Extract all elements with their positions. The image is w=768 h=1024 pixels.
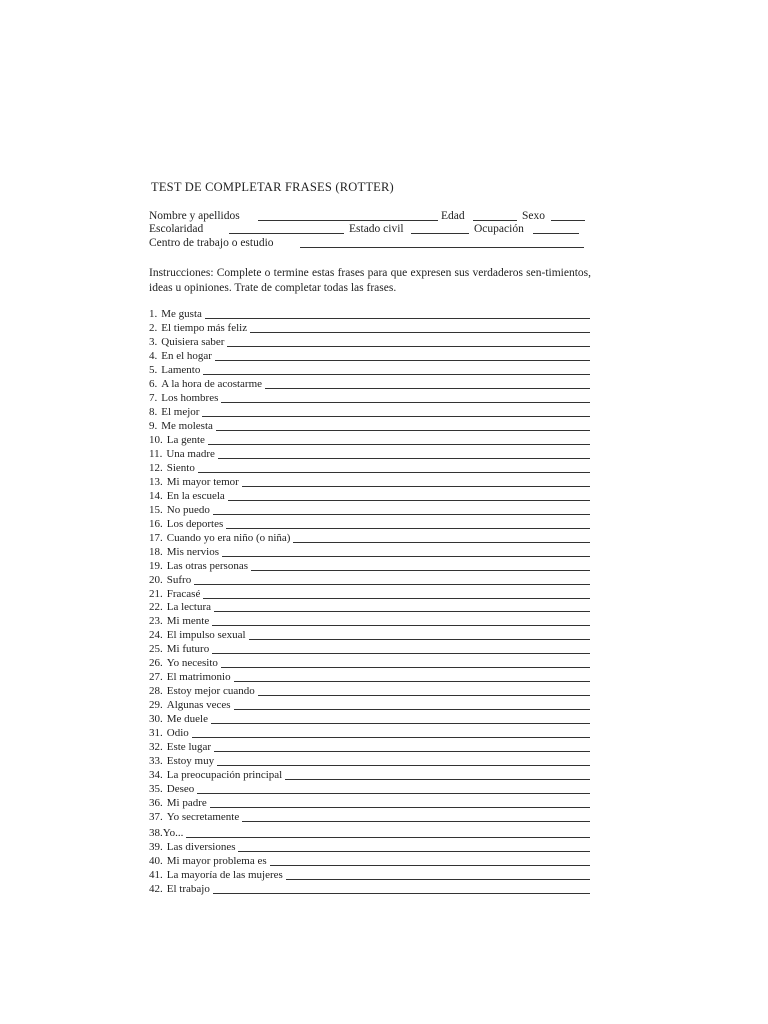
item-text: Las diversiones	[166, 841, 236, 853]
list-item	[149, 811, 590, 823]
item-text: El tiempo más feliz	[161, 322, 248, 334]
list-item	[149, 769, 590, 781]
estado-civil-label: Estado civil	[349, 223, 404, 235]
answer-line[interactable]	[250, 332, 590, 333]
answer-line[interactable]	[258, 695, 590, 696]
answer-line[interactable]	[293, 542, 590, 543]
item-text: Siento	[166, 462, 195, 474]
answer-line[interactable]	[194, 584, 590, 585]
list-item	[149, 615, 590, 627]
list-item	[149, 855, 590, 867]
answer-line[interactable]	[251, 570, 590, 571]
item-number: 2.	[149, 322, 158, 334]
item-text: Me molesta	[161, 420, 213, 432]
answer-line[interactable]	[270, 865, 590, 866]
item-text: Algunas veces	[166, 699, 231, 711]
answer-line[interactable]	[203, 598, 590, 599]
answer-line[interactable]	[208, 444, 590, 445]
answer-line[interactable]	[212, 653, 590, 654]
item-text: El trabajo	[166, 883, 210, 895]
answer-line[interactable]	[213, 893, 590, 894]
item-text: Sufro	[166, 574, 192, 586]
answer-line[interactable]	[202, 416, 590, 417]
answer-line[interactable]	[218, 458, 590, 459]
item-number: 32.	[149, 741, 163, 753]
item-number: 24.	[149, 629, 163, 641]
item-number: 8.	[149, 406, 158, 418]
list-item	[149, 574, 590, 586]
list-item	[149, 378, 590, 390]
edad-label: Edad	[441, 210, 465, 222]
item-text: La preocupación principal	[166, 769, 283, 781]
list-item	[149, 685, 590, 697]
answer-line[interactable]	[205, 318, 590, 319]
list-item	[149, 434, 590, 446]
item-number: 26.	[149, 657, 163, 669]
item-text: Quisiera saber	[161, 336, 225, 348]
answer-line[interactable]	[210, 807, 590, 808]
item-number: 35.	[149, 783, 163, 795]
item-number: 18.	[149, 546, 163, 558]
item-number: 42.	[149, 883, 163, 895]
list-item	[149, 671, 590, 683]
item-text: Los deportes	[166, 518, 224, 530]
answer-line[interactable]	[186, 837, 590, 838]
item-number: 39.	[149, 841, 163, 853]
answer-line[interactable]	[211, 723, 590, 724]
item-number: 40.	[149, 855, 163, 867]
item-text: Las otras personas	[166, 560, 249, 572]
item-number: 16.	[149, 518, 163, 530]
answer-line[interactable]	[212, 625, 590, 626]
item-number: 17.	[149, 532, 163, 544]
list-item	[149, 827, 590, 839]
answer-line[interactable]	[234, 709, 590, 710]
list-item	[149, 797, 590, 809]
item-text: La lectura	[166, 601, 212, 613]
list-item	[149, 406, 590, 418]
item-number: 6.	[149, 378, 158, 390]
nombre-field[interactable]	[258, 220, 438, 221]
answer-line[interactable]	[214, 611, 590, 612]
list-item	[149, 364, 590, 376]
item-text: Me duele	[166, 713, 208, 725]
list-item	[149, 350, 590, 362]
answer-line[interactable]	[234, 681, 590, 682]
answer-line[interactable]	[222, 556, 590, 557]
item-number: 31.	[149, 727, 163, 739]
nombre-label: Nombre y apellidos	[149, 210, 240, 222]
edad-field[interactable]	[473, 220, 517, 221]
item-number: 11.	[149, 448, 163, 460]
list-item	[149, 783, 590, 795]
list-item	[149, 462, 590, 474]
list-item	[149, 588, 590, 600]
list-item	[149, 629, 590, 641]
item-number: 34.	[149, 769, 163, 781]
list-item	[149, 601, 590, 613]
escolaridad-label: Escolaridad	[149, 223, 204, 235]
item-number: 29.	[149, 699, 163, 711]
item-number: 23.	[149, 615, 163, 627]
answer-line[interactable]	[192, 737, 590, 738]
item-text: En el hogar	[161, 350, 212, 362]
item-text: Estoy mejor cuando	[166, 685, 255, 697]
item-text: A la hora de acostarme	[161, 378, 263, 390]
list-item	[149, 699, 590, 711]
answer-line[interactable]	[213, 514, 590, 515]
answer-line[interactable]	[216, 430, 590, 431]
item-text: En la escuela	[166, 490, 225, 502]
centro-label: Centro de trabajo o estudio	[149, 237, 274, 249]
escolaridad-field[interactable]	[229, 233, 344, 234]
list-item	[149, 727, 590, 739]
list-item	[149, 869, 590, 881]
answer-line[interactable]	[227, 346, 590, 347]
item-number: 27.	[149, 671, 163, 683]
item-text: Yo...	[162, 827, 184, 839]
item-text: Cuando yo era niño (o niña)	[166, 532, 291, 544]
item-text: Este lugar	[166, 741, 212, 753]
item-text: Yo necesito	[166, 657, 218, 669]
form-row-nombre	[149, 210, 591, 224]
item-text: Mi mente	[166, 615, 210, 627]
list-item	[149, 518, 590, 530]
item-text: Me gusta	[161, 308, 202, 320]
list-item	[149, 490, 590, 502]
list-item	[149, 448, 590, 460]
item-text: Mi mayor problema es	[166, 855, 267, 867]
item-text: Deseo	[166, 783, 195, 795]
answer-line[interactable]	[286, 879, 590, 880]
list-item	[149, 741, 590, 753]
answer-line[interactable]	[221, 402, 590, 403]
item-number: 25.	[149, 643, 163, 655]
ocupacion-label: Ocupación	[474, 223, 524, 235]
list-item	[149, 420, 590, 432]
item-number: 21.	[149, 588, 163, 600]
list-item	[149, 841, 590, 853]
item-number: 10.	[149, 434, 163, 446]
answer-line[interactable]	[221, 667, 590, 668]
item-text: Los hombres	[161, 392, 219, 404]
item-number: 33.	[149, 755, 163, 767]
item-text: La gente	[166, 434, 205, 446]
item-number: 20.	[149, 574, 163, 586]
list-item	[149, 476, 590, 488]
item-number: 37.	[149, 811, 163, 823]
list-item	[149, 504, 590, 516]
centro-field[interactable]	[300, 247, 584, 248]
answer-line[interactable]	[228, 500, 590, 501]
item-text: Una madre	[166, 448, 215, 460]
answer-line[interactable]	[215, 360, 590, 361]
item-number: 28.	[149, 685, 163, 697]
ocupacion-field[interactable]	[533, 233, 579, 234]
item-text: Estoy muy	[166, 755, 215, 767]
item-number: 19.	[149, 560, 163, 572]
item-text: El mejor	[161, 406, 200, 418]
item-number: 5.	[149, 364, 158, 376]
item-text: Mi mayor temor	[166, 476, 239, 488]
item-text: Mi futuro	[166, 643, 210, 655]
item-number: 12.	[149, 462, 163, 474]
item-text: El matrimonio	[166, 671, 231, 683]
instructions: Instrucciones: Complete o termine estas frases para que expresen sus verdaderos sen-timientos, ideas u opiniones. Trate de completar todas las frases.	[149, 267, 591, 294]
list-item	[149, 532, 590, 544]
item-text: Lamento	[161, 364, 201, 376]
sexo-label: Sexo	[522, 210, 545, 222]
item-number: 3.	[149, 336, 158, 348]
item-text: Yo secretamente	[166, 811, 240, 823]
answer-line[interactable]	[214, 751, 590, 752]
item-number: 13.	[149, 476, 163, 488]
list-item	[149, 322, 590, 334]
list-item	[149, 308, 590, 320]
answer-line[interactable]	[198, 472, 590, 473]
answer-line[interactable]	[203, 374, 590, 375]
answer-line[interactable]	[265, 388, 590, 389]
list-item	[149, 336, 590, 348]
item-number: 22.	[149, 601, 163, 613]
answer-line[interactable]	[249, 639, 590, 640]
item-number: 14.	[149, 490, 163, 502]
answer-line[interactable]	[226, 528, 590, 529]
answer-line[interactable]	[217, 765, 590, 766]
item-number: 15.	[149, 504, 163, 516]
item-text: Mis nervios	[166, 546, 219, 558]
list-item	[149, 643, 590, 655]
answer-line[interactable]	[242, 486, 590, 487]
item-number: 1.	[149, 308, 158, 320]
answer-line[interactable]	[285, 779, 590, 780]
list-item	[149, 560, 590, 572]
item-number: 4.	[149, 350, 158, 362]
list-item	[149, 657, 590, 669]
form-row-escolaridad	[149, 223, 591, 237]
item-number: 30.	[149, 713, 163, 725]
form-row-centro	[149, 237, 591, 251]
list-item	[149, 392, 590, 404]
list-item	[149, 883, 590, 895]
item-text: No puedo	[166, 504, 210, 516]
list-item	[149, 713, 590, 725]
sexo-field[interactable]	[551, 220, 585, 221]
item-number: 7.	[149, 392, 158, 404]
page-title: TEST DE COMPLETAR FRASES (ROTTER)	[151, 180, 394, 194]
answer-line[interactable]	[238, 851, 590, 852]
item-text: Mi padre	[166, 797, 207, 809]
item-number: 41.	[149, 869, 163, 881]
item-number: 36.	[149, 797, 163, 809]
item-text: Fracasé	[166, 588, 201, 600]
answer-line[interactable]	[197, 793, 590, 794]
estado-civil-field[interactable]	[411, 233, 469, 234]
item-number: 38.	[149, 827, 163, 839]
list-item	[149, 546, 590, 558]
item-text: El impulso sexual	[166, 629, 246, 641]
item-number: 9.	[149, 420, 158, 432]
item-text: Odio	[166, 727, 189, 739]
answer-line[interactable]	[242, 821, 590, 822]
list-item	[149, 755, 590, 767]
item-text: La mayoría de las mujeres	[166, 869, 283, 881]
